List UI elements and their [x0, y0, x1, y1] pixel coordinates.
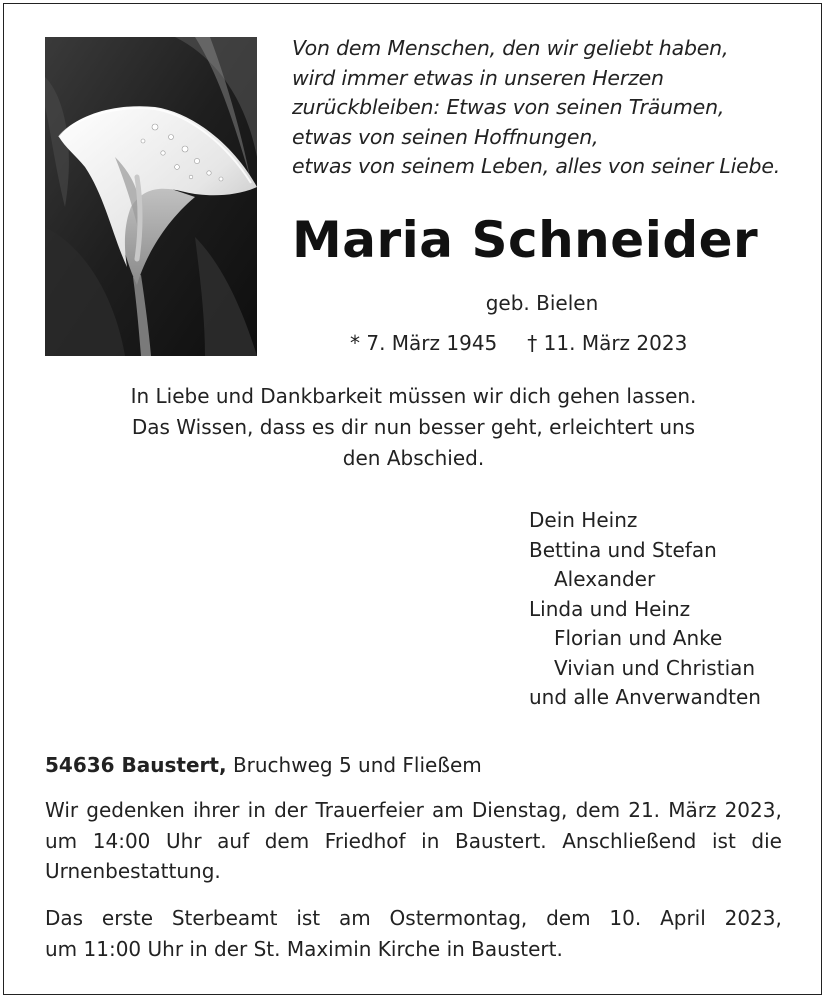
word: erste — [101, 906, 153, 930]
word: 2023, — [724, 798, 782, 822]
requiem-mass-text — [45, 903, 782, 964]
family-member: Vivian und Christian — [554, 655, 756, 680]
word: März — [668, 798, 717, 822]
word: in — [247, 798, 266, 822]
life-dates — [350, 328, 687, 358]
word: 21. — [628, 798, 661, 822]
service-line — [45, 826, 782, 857]
word: dem — [546, 906, 591, 930]
address-city: 54636 Baustert, — [45, 753, 227, 777]
word: 2023, — [724, 906, 782, 930]
word: ihrer — [192, 798, 240, 822]
funeral-service-text — [45, 795, 782, 887]
word: Trauerfeier — [315, 798, 424, 822]
poem — [292, 34, 792, 182]
word: April — [660, 906, 706, 930]
word: dem — [264, 828, 310, 853]
address — [45, 750, 482, 780]
birth-date: * 7. März 1945 — [350, 331, 498, 355]
service-line — [45, 795, 782, 826]
farewell-text — [40, 381, 787, 474]
word: um — [45, 828, 78, 853]
word: Uhr — [166, 828, 202, 853]
word: Das — [45, 906, 84, 930]
poem-line: wird immer etwas in unseren Herzen — [292, 65, 664, 90]
poem-line: etwas von seinem Leben, alles von seiner Liebe. — [292, 154, 781, 178]
word: ist — [711, 828, 736, 853]
death-date: † 11. März 2023 — [527, 331, 688, 355]
word: am — [338, 906, 371, 930]
word: Baustert. — [455, 828, 547, 853]
word: Ostermontag, — [389, 906, 528, 930]
service-line: Urnenbestattung. — [45, 859, 221, 883]
family-member: Bettina und Stefan — [529, 537, 717, 562]
word: auf — [217, 828, 250, 853]
calla-lily-image — [45, 37, 257, 356]
family-member: Dein Heinz — [529, 508, 638, 532]
family-list — [529, 506, 761, 713]
family-member: Florian und Anke — [554, 626, 723, 650]
word: Wir — [45, 798, 79, 822]
birth-name: geb. Bielen — [485, 291, 599, 315]
word: Dienstag, — [471, 798, 568, 822]
word: die — [751, 828, 782, 853]
poem-line: Von dem Menschen, den wir geliebt haben, — [292, 36, 729, 60]
word: Friedhof — [324, 828, 406, 853]
word: dem — [575, 798, 621, 822]
mass-line: um 11:00 Uhr in der St. Maximin Kirche in Baustert. — [45, 936, 563, 961]
calla-lily-photo — [45, 37, 257, 356]
word: in — [421, 828, 440, 853]
family-member: und alle Anverwandten — [529, 685, 761, 709]
family-member: Linda und Heinz — [529, 596, 691, 621]
word: der — [274, 798, 308, 822]
word: gedenken — [86, 798, 185, 822]
farewell-line: den Abschied. — [342, 446, 485, 470]
word: 14:00 — [92, 828, 151, 853]
farewell-line: In Liebe und Dankbarkeit müssen wir dich gehen lassen. — [130, 384, 697, 408]
word: am — [432, 798, 464, 822]
farewell-line: Das Wissen, dass es dir nun besser geht, erleichtert uns — [131, 415, 696, 439]
poem-line: zurückbleiben: Etwas von seinen Träumen, — [292, 95, 725, 119]
mass-line — [45, 903, 782, 934]
word: Anschließend — [562, 828, 697, 853]
family-member: Alexander — [554, 567, 656, 591]
address-street: Bruchweg 5 und Fließem — [232, 753, 482, 777]
deceased-name: Maria Schneider — [292, 211, 759, 269]
word: Sterbeamt — [171, 906, 278, 930]
word: 10. — [609, 906, 642, 930]
poem-line: etwas von seinen Hoffnungen, — [292, 124, 599, 149]
word: ist — [296, 906, 321, 930]
